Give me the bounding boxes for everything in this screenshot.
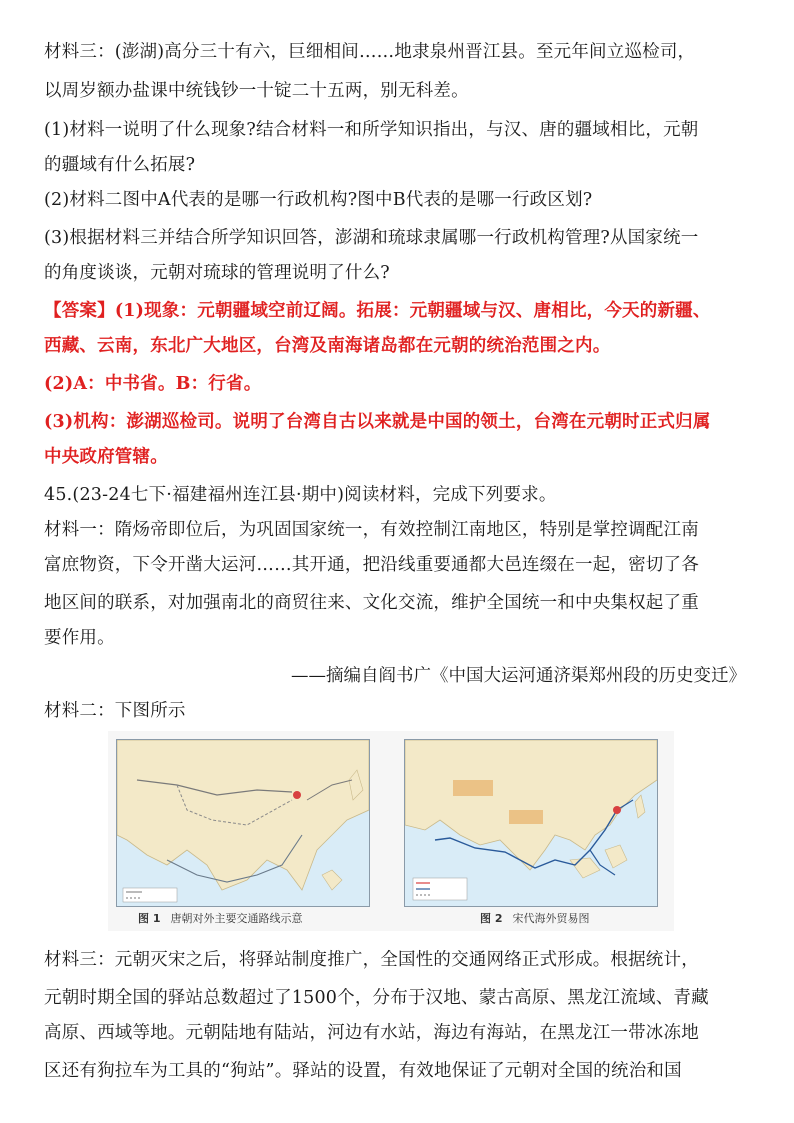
figure-2-number: 图 2 [480,912,503,925]
song-map-drawing [405,740,657,906]
q45-material-three-line-4: 区还有狗拉车为工具的“狗站”。驿站的设置，有效地保证了元朝对全国的统治和国 [44,1061,682,1081]
answer-tag: 【答案】 [44,301,115,321]
figure-1-number: 图 1 [138,912,161,925]
question-3-line-2: 的角度谈谈，元朝对琉球的管理说明了什么? [44,263,390,283]
tang-map-drawing [117,740,369,906]
material-three-line-2: 以周岁额办盐课中统钱钞一十锭二十五两，别无科差。 [44,81,469,101]
question-45-title: 45.(23-24七下·福建福州连江县·期中)阅读材料，完成下列要求。 [44,485,557,505]
answer-text-1: (1)现象：元朝疆域空前辽阔。拓展：元朝疆域与汉、唐相比，今天的新疆、 [114,301,711,321]
figures-panel [108,731,674,931]
q45-material-three-line-1: 材料三：元朝灭宋之后，将驿站制度推广，全国性的交通网络正式形成。根据统计， [44,950,699,970]
figure-2-title: 宋代海外贸易图 [512,912,590,925]
answer-line-1 [44,299,711,323]
song-maritime-trade-map [404,739,658,907]
answer-line-2: 西藏、云南，东北广大地区，台湾及南海诸岛都在元朝的统治范围之内。 [44,336,611,356]
source-citation: ——摘编自阎书广《中国大运河通济渠郑州段的历史变迁》 [291,666,746,686]
material-three-line-1: 材料三：(澎湖)高分三十有六，巨细相间……地隶泉州晋江县。至元年间立巡检司， [44,42,696,62]
question-1-line-2: 的疆域有什么拓展? [44,155,196,175]
question-3-line-1: (3)根据材料三并结合所学知识回答，澎湖和琉球隶属哪一行政机构管理?从国家统一 [44,228,699,248]
q45-material-three-line-2: 元朝时期全国的驿站总数超过了1500个，分布于汉地、蒙古高原、黑龙江流域、青藏 [44,988,709,1008]
question-2: (2)材料二图中A代表的是哪一行政机构?图中B代表的是哪一行政区划? [44,190,593,210]
answer-line-5: 中央政府管辖。 [44,447,168,467]
q45-material-two: 材料二：下图所示 [44,701,186,721]
answer-line-3: (2)A：中书省。B：行省。 [44,374,262,394]
figure-1-title: 唐朝对外主要交通路线示意 [170,912,303,925]
q45-material-one-line-4: 要作用。 [44,628,115,648]
q45-material-one-line-3: 地区间的联系，对加强南北的商贸往来、文化交流，维护全国统一和中央集权起了重 [44,593,699,613]
tang-trade-routes-map [116,739,370,907]
q45-material-three-line-3: 高原、西域等地。元朝陆地有陆站，河边有水站，海边有海站，在黑龙江一带冰冻地 [44,1023,699,1043]
q45-material-one-line-2: 富庶物资，下令开凿大运河……其开通，把沿线重要通都大邑连缀在一起，密切了各 [44,555,699,575]
figure-2-caption [480,911,589,927]
q45-material-one-line-1: 材料一：隋炀帝即位后，为巩固国家统一，有效控制江南地区，特别是掌控调配江南 [44,520,699,540]
answer-line-4: (3)机构：澎湖巡检司。说明了台湾自古以来就是中国的领土，台湾在元朝时正式归属 [44,412,711,432]
question-1-line-1: (1)材料一说明了什么现象?结合材料一和所学知识指出，与汉、唐的疆域相比，元朝 [44,120,699,140]
figure-1-caption [138,911,302,927]
